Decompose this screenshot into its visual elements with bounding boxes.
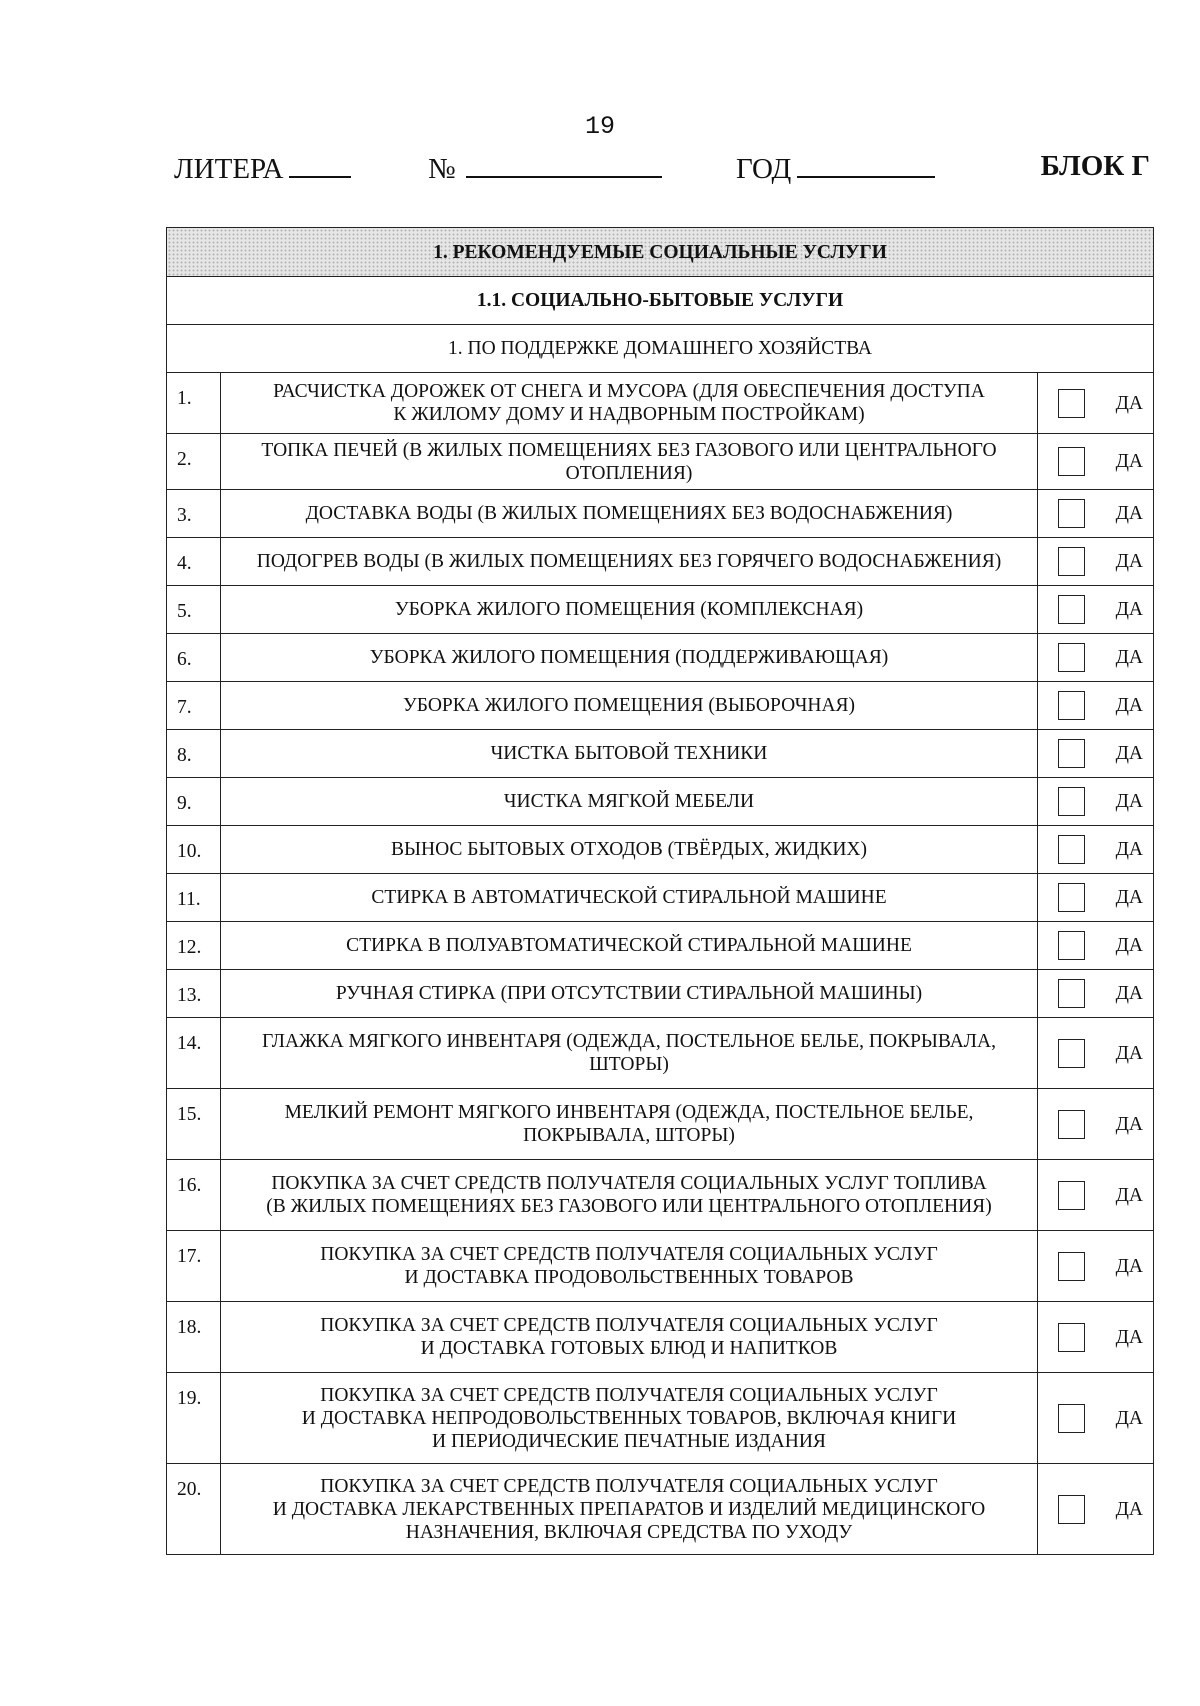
table-row (167, 1089, 1154, 1160)
service-line: ТОПКА ПЕЧЕЙ (В ЖИЛЫХ ПОМЕЩЕНИЯХ БЕЗ ГАЗОВОГО ИЛИ ЦЕНТРАЛЬНОГО (261, 439, 997, 461)
service-description (221, 1018, 1038, 1089)
service-line: УБОРКА ЖИЛОГО ПОМЕЩЕНИЯ (КОМПЛЕКСНАЯ) (394, 599, 864, 620)
table-row (167, 490, 1154, 538)
service-description (221, 538, 1038, 586)
yes-label: ДА (1115, 1113, 1144, 1135)
yes-cell (1038, 586, 1154, 634)
table-row (167, 874, 1154, 922)
service-description (221, 730, 1038, 778)
service-line: УБОРКА ЖИЛОГО ПОМЕЩЕНИЯ (ВЫБОРОЧНАЯ) (402, 695, 856, 716)
service-description (221, 922, 1038, 970)
yes-label: ДА (1115, 839, 1144, 860)
yes-option (1038, 1495, 1153, 1524)
yes-cell (1038, 1464, 1154, 1555)
service-line: ГЛАЖКА МЯГКОГО ИНВЕНТАРЯ (ОДЕЖДА, ПОСТЕЛЬНОЕ БЕЛЬЕ, ПОКРЫВАЛА, (262, 1031, 996, 1052)
row-number: 14. (167, 1018, 221, 1089)
row-number: 19. (167, 1373, 221, 1464)
yes-checkbox[interactable] (1058, 691, 1085, 720)
service-line: ПОКРЫВАЛА, ШТОРЫ) (523, 1125, 735, 1146)
row-number: 15. (167, 1089, 221, 1160)
yes-label: ДА (1115, 935, 1144, 956)
form-header (0, 150, 1200, 190)
yes-label: ДА (1115, 392, 1144, 414)
yes-label: ДА (1115, 743, 1144, 764)
yes-cell (1038, 730, 1154, 778)
service-description (221, 1089, 1038, 1160)
service-line: ВЫНОС БЫТОВЫХ ОТХОДОВ (ТВЁРДЫХ, ЖИДКИХ) (390, 839, 868, 860)
yes-label: ДА (1115, 1184, 1144, 1206)
row-number: 12. (167, 922, 221, 970)
service-description (221, 1464, 1038, 1555)
table-title: 1. РЕКОМЕНДУЕМЫЕ СОЦИАЛЬНЫЕ УСЛУГИ (167, 228, 1154, 277)
table-section-row (167, 325, 1154, 373)
table-row (167, 970, 1154, 1018)
yes-checkbox[interactable] (1058, 643, 1085, 672)
yes-checkbox[interactable] (1058, 1252, 1085, 1281)
service-description (221, 434, 1038, 490)
table-row (167, 1018, 1154, 1089)
year-label: ГОД (736, 153, 792, 185)
table-row (167, 538, 1154, 586)
service-line: И ДОСТАВКА ГОТОВЫХ БЛЮД И НАПИТКОВ (420, 1338, 838, 1359)
service-line: ОТОПЛЕНИЯ) (565, 462, 693, 484)
table-title-row (167, 228, 1154, 277)
service-line: УБОРКА ЖИЛОГО ПОМЕЩЕНИЯ (ПОДДЕРЖИВАЮЩАЯ) (369, 647, 889, 668)
yes-option (1038, 979, 1153, 1008)
yes-checkbox[interactable] (1058, 1323, 1085, 1352)
yes-checkbox[interactable] (1058, 1110, 1085, 1139)
yes-label: ДА (1115, 551, 1144, 572)
yes-cell (1038, 874, 1154, 922)
service-line: И ДОСТАВКА ЛЕКАРСТВЕННЫХ ПРЕПАРАТОВ И ИЗДЕЛИЙ МЕДИЦИНСКОГО (272, 1498, 986, 1520)
yes-cell (1038, 1302, 1154, 1373)
service-line: НАЗНАЧЕНИЯ, ВКЛЮЧАЯ СРЕДСТВА ПО УХОДУ (405, 1521, 853, 1543)
litera-label: ЛИТЕРА (174, 153, 284, 185)
service-description (221, 826, 1038, 874)
yes-option (1038, 447, 1153, 476)
row-number: 9. (167, 778, 221, 826)
service-description (221, 1373, 1038, 1464)
yes-option (1038, 1181, 1153, 1210)
service-line: РАСЧИСТКА ДОРОЖЕК ОТ СНЕГА И МУСОРА (ДЛЯ ОБЕСПЕЧЕНИЯ ДОСТУПА (273, 381, 985, 402)
table-row (167, 826, 1154, 874)
yes-checkbox[interactable] (1058, 787, 1085, 816)
yes-cell (1038, 373, 1154, 434)
yes-cell (1038, 682, 1154, 730)
row-number: 1. (167, 373, 221, 434)
service-line: ПОКУПКА ЗА СЧЕТ СРЕДСТВ ПОЛУЧАТЕЛЯ СОЦИАЛЬНЫХ УСЛУГ (320, 1384, 938, 1406)
services-table (166, 227, 1154, 1555)
row-number: 3. (167, 490, 221, 538)
yes-option (1038, 389, 1153, 418)
yes-checkbox[interactable] (1058, 1039, 1085, 1068)
yes-label: ДА (1115, 503, 1144, 524)
block-label: БЛОК Г (1040, 150, 1150, 182)
yes-option (1038, 1323, 1153, 1352)
number-input-line[interactable] (466, 150, 662, 178)
yes-checkbox[interactable] (1058, 595, 1085, 624)
yes-label: ДА (1115, 887, 1144, 908)
service-line: ПОКУПКА ЗА СЧЕТ СРЕДСТВ ПОЛУЧАТЕЛЯ СОЦИАЛЬНЫХ УСЛУГ (320, 1475, 938, 1497)
yes-option (1038, 547, 1153, 576)
service-description (221, 1302, 1038, 1373)
service-description (221, 778, 1038, 826)
yes-label: ДА (1115, 451, 1144, 472)
service-description (221, 1160, 1038, 1231)
year-input-line[interactable] (797, 150, 935, 178)
table-row (167, 682, 1154, 730)
row-number: 5. (167, 586, 221, 634)
table-row (167, 1160, 1154, 1231)
row-number: 4. (167, 538, 221, 586)
yes-option (1038, 595, 1153, 624)
yes-checkbox[interactable] (1058, 447, 1085, 476)
yes-cell (1038, 434, 1154, 490)
service-line: К ЖИЛОМУ ДОМУ И НАДВОРНЫМ ПОСТРОЙКАМ) (393, 404, 865, 425)
yes-option (1038, 1039, 1153, 1068)
yes-checkbox[interactable] (1058, 1495, 1085, 1524)
service-line: ПОКУПКА ЗА СЧЕТ СРЕДСТВ ПОЛУЧАТЕЛЯ СОЦИАЛЬНЫХ УСЛУГ (320, 1244, 938, 1265)
table-row (167, 634, 1154, 682)
yes-option (1038, 643, 1153, 672)
row-number: 18. (167, 1302, 221, 1373)
row-number: 11. (167, 874, 221, 922)
yes-checkbox[interactable] (1058, 499, 1085, 528)
table-row (167, 778, 1154, 826)
table-row (167, 373, 1154, 434)
service-line: ПОКУПКА ЗА СЧЕТ СРЕДСТВ ПОЛУЧАТЕЛЯ СОЦИАЛЬНЫХ УСЛУГ (320, 1315, 938, 1336)
row-number: 17. (167, 1231, 221, 1302)
row-number: 13. (167, 970, 221, 1018)
service-line: ПОДОГРЕВ ВОДЫ (В ЖИЛЫХ ПОМЕЩЕНИЯХ БЕЗ ГОРЯЧЕГО ВОДОСНАБЖЕНИЯ) (256, 551, 1002, 572)
yes-option (1038, 499, 1153, 528)
yes-cell (1038, 634, 1154, 682)
service-line: (В ЖИЛЫХ ПОМЕЩЕНИЯХ БЕЗ ГАЗОВОГО ИЛИ ЦЕНТРАЛЬНОГО ОТОПЛЕНИЯ) (266, 1196, 992, 1217)
service-line: ШТОРЫ) (589, 1054, 669, 1075)
litera-field (174, 150, 351, 186)
service-line: ПОКУПКА ЗА СЧЕТ СРЕДСТВ ПОЛУЧАТЕЛЯ СОЦИАЛЬНЫХ УСЛУГ ТОПЛИВА (271, 1173, 987, 1194)
yes-option (1038, 1252, 1153, 1281)
yes-cell (1038, 826, 1154, 874)
row-number: 8. (167, 730, 221, 778)
yes-option (1038, 1110, 1153, 1139)
service-description (221, 373, 1038, 434)
service-line: СТИРКА В АВТОМАТИЧЕСКОЙ СТИРАЛЬНОЙ МАШИНЕ (371, 887, 887, 908)
table-row (167, 922, 1154, 970)
yes-label: ДА (1115, 1326, 1144, 1348)
yes-label: ДА (1115, 647, 1144, 668)
table-subtitle-row (167, 277, 1154, 325)
table-row (167, 1373, 1154, 1464)
service-line: ЧИСТКА МЯГКОЙ МЕБЕЛИ (503, 791, 755, 812)
service-line: И ДОСТАВКА ПРОДОВОЛЬСТВЕННЫХ ТОВАРОВ (404, 1267, 854, 1288)
service-line: И ПЕРИОДИЧЕСКИЕ ПЕЧАТНЫЕ ИЗДАНИЯ (432, 1430, 826, 1452)
yes-option (1038, 835, 1153, 864)
yes-checkbox[interactable] (1058, 931, 1085, 960)
yes-option (1038, 1404, 1153, 1433)
table-row (167, 434, 1154, 490)
table-row (167, 1464, 1154, 1555)
yes-label: ДА (1115, 1498, 1144, 1520)
yes-cell (1038, 1231, 1154, 1302)
yes-label: ДА (1115, 983, 1144, 1004)
yes-option (1038, 931, 1153, 960)
service-line: РУЧНАЯ СТИРКА (ПРИ ОТСУТСТВИИ СТИРАЛЬНОЙ МАШИНЫ) (335, 983, 923, 1004)
service-description (221, 634, 1038, 682)
yes-cell (1038, 538, 1154, 586)
yes-label: ДА (1115, 599, 1144, 620)
table-row (167, 1231, 1154, 1302)
service-description (221, 682, 1038, 730)
service-description (221, 874, 1038, 922)
yes-cell (1038, 1018, 1154, 1089)
yes-option (1038, 691, 1153, 720)
service-line: ЧИСТКА БЫТОВОЙ ТЕХНИКИ (490, 743, 768, 764)
row-number: 10. (167, 826, 221, 874)
yes-label: ДА (1115, 1407, 1144, 1429)
service-description (221, 1231, 1038, 1302)
yes-label: ДА (1115, 791, 1144, 812)
yes-label: ДА (1115, 1255, 1144, 1277)
yes-cell (1038, 1160, 1154, 1231)
service-description (221, 970, 1038, 1018)
service-line: И ДОСТАВКА НЕПРОДОВОЛЬСТВЕННЫХ ТОВАРОВ, ВКЛЮЧАЯ КНИГИ (301, 1407, 957, 1429)
table-subtitle: 1.1. СОЦИАЛЬНО-БЫТОВЫЕ УСЛУГИ (167, 277, 1154, 325)
row-number: 16. (167, 1160, 221, 1231)
yes-option (1038, 787, 1153, 816)
yes-checkbox[interactable] (1058, 835, 1085, 864)
yes-checkbox[interactable] (1058, 1181, 1085, 1210)
row-number: 6. (167, 634, 221, 682)
yes-checkbox[interactable] (1058, 547, 1085, 576)
service-line: СТИРКА В ПОЛУАВТОМАТИЧЕСКОЙ СТИРАЛЬНОЙ МАШИНЕ (346, 935, 912, 956)
service-line: ДОСТАВКА ВОДЫ (В ЖИЛЫХ ПОМЕЩЕНИЯХ БЕЗ ВОДОСНАБЖЕНИЯ) (305, 503, 953, 524)
service-description (221, 490, 1038, 538)
table-row (167, 730, 1154, 778)
service-description (221, 586, 1038, 634)
table-row (167, 586, 1154, 634)
yes-checkbox[interactable] (1058, 979, 1085, 1008)
number-field (428, 150, 662, 186)
section-heading: 1. ПО ПОДДЕРЖКЕ ДОМАШНЕГО ХОЗЯЙСТВА (167, 325, 1154, 373)
yes-checkbox[interactable] (1058, 1404, 1085, 1433)
yes-option (1038, 883, 1153, 912)
yes-cell (1038, 1089, 1154, 1160)
yes-label: ДА (1115, 1042, 1144, 1064)
yes-checkbox[interactable] (1058, 883, 1085, 912)
yes-checkbox[interactable] (1058, 389, 1085, 418)
yes-option (1038, 739, 1153, 768)
yes-label: ДА (1115, 695, 1144, 716)
year-field (736, 150, 935, 186)
yes-cell (1038, 970, 1154, 1018)
row-number: 20. (167, 1464, 221, 1555)
row-number: 7. (167, 682, 221, 730)
yes-cell (1038, 490, 1154, 538)
litera-input-line[interactable] (289, 150, 351, 178)
page-number: 19 (584, 112, 615, 141)
yes-cell (1038, 922, 1154, 970)
row-number: 2. (167, 434, 221, 490)
yes-cell (1038, 778, 1154, 826)
table-row (167, 1302, 1154, 1373)
number-label: № (428, 153, 456, 185)
yes-cell (1038, 1373, 1154, 1464)
service-line: МЕЛКИЙ РЕМОНТ МЯГКОГО ИНВЕНТАРЯ (ОДЕЖДА, ПОСТЕЛЬНОЕ БЕЛЬЕ, (284, 1102, 974, 1123)
yes-checkbox[interactable] (1058, 739, 1085, 768)
